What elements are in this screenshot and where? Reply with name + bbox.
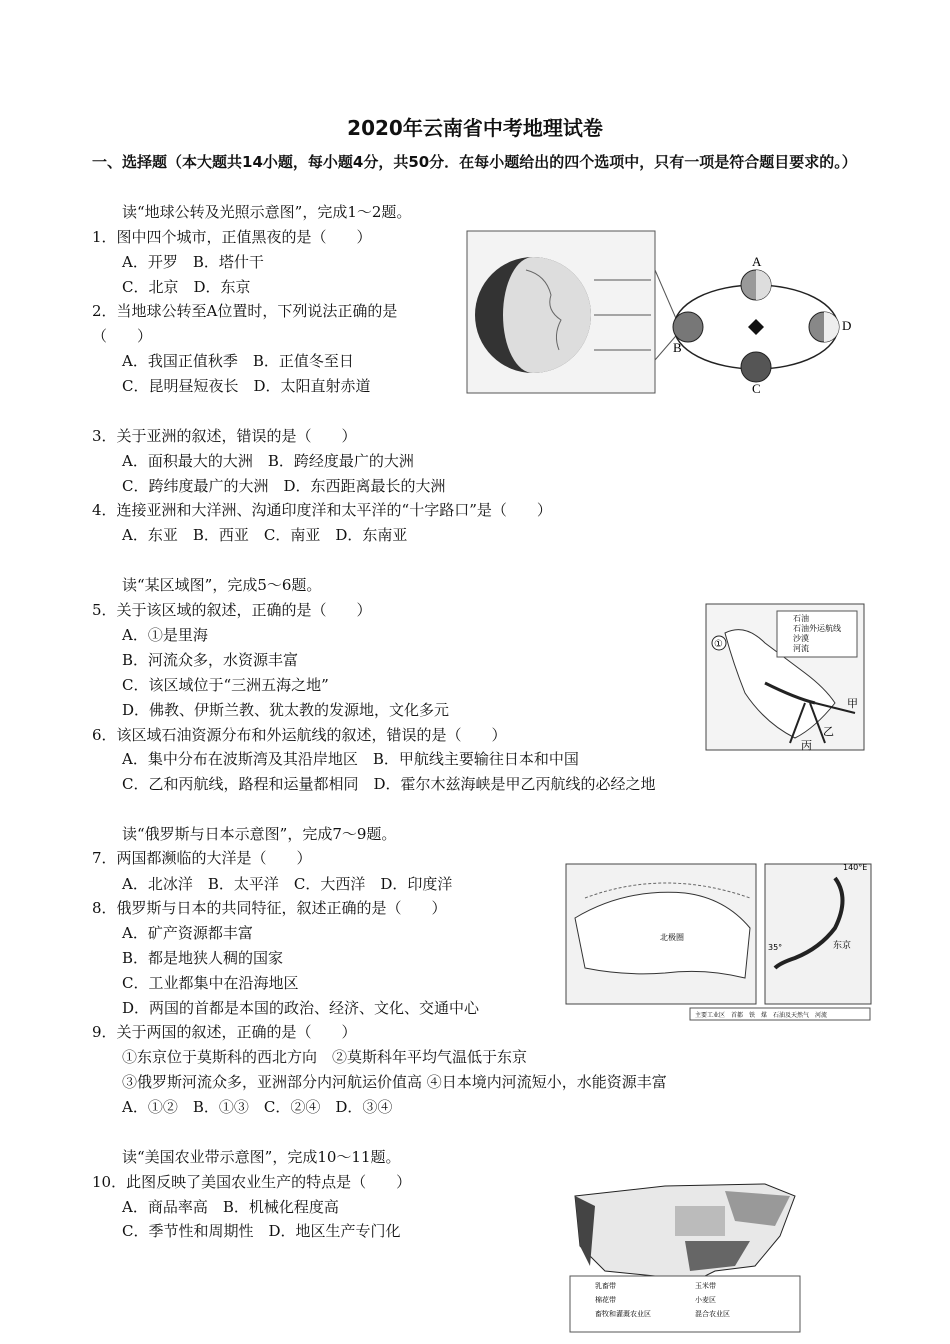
intro-text: 读“美国农业带示意图”，完成10～11题。 (122, 1148, 401, 1166)
question-2: 2．当地球公转至A位置时，下列说法正确的是 (92, 302, 398, 320)
legend-ranching: 畜牧和灌溉农业区 (595, 1310, 651, 1318)
legend-oil: 石油 (793, 614, 809, 623)
q9-statements-1: ①东京位于莫斯科的西北方向 ②莫斯科年平均气温低于东京 (122, 1048, 528, 1066)
q5-option-d: D．佛教、伊斯兰教、犹太教的发源地，文化多元 (122, 701, 450, 719)
question-4: 4．连接亚洲和大洋洲、沟通印度洋和太平洋的“十字路口”是（ ） (92, 501, 552, 519)
question-10: 10．此图反映了美国农业生产的特点是（ ） (92, 1173, 412, 1191)
q8-option-b: B．都是地狭人稠的国家 (122, 949, 284, 967)
q9-statements-2: ③俄罗斯河流众多，亚洲部分内河航运价值高 ④日本境内河流短小，水能资源丰富 (122, 1073, 667, 1091)
question-1: 1．图中四个城市，正值黑夜的是（ ） (92, 228, 372, 246)
legend-wheat: 小麦区 (695, 1296, 716, 1304)
q10-options-cd: C．季节性和周期性 D．地区生产专门化 (122, 1222, 401, 1240)
q10-options-ab: A．商品率高 B．机械化程度高 (122, 1198, 339, 1216)
label-b: B (673, 340, 682, 355)
q2-paren: （ ） (92, 327, 153, 345)
q7-options: A．北冰洋 B．太平洋 C．大西洋 D．印度洋 (122, 875, 453, 893)
intro-text: 读“某区域图”，完成5～6题。 (122, 576, 322, 594)
intro-text: 读“地球公转及光照示意图”，完成1～2题。 (122, 203, 412, 221)
q5-option-b: B．河流众多，水资源丰富 (122, 651, 299, 669)
label-c: C (752, 381, 761, 396)
question-6: 6．该区域石油资源分布和外运航线的叙述，错误的是（ ） (92, 726, 507, 744)
marker-1: ① (714, 639, 723, 650)
q6-options-ab: A．集中分布在波斯湾及其沿岸地区 B．甲航线主要输往日本和中国 (122, 750, 579, 768)
q8-option-c: C．工业都集中在沿海地区 (122, 974, 299, 992)
legend-route: 石油外运航线 (793, 624, 841, 633)
intro-text: 读“俄罗斯与日本示意图”，完成7～9题。 (122, 825, 397, 843)
question-7: 7．两国都濒临的大洋是（ ） (92, 849, 312, 867)
question-3: 3．关于亚洲的叙述，错误的是（ ） (92, 427, 357, 445)
label-a: A (752, 254, 762, 269)
legend-dairy: 乳畜带 (595, 1282, 616, 1290)
legend-desert: 沙漠 (793, 634, 809, 643)
q1-options-ab: A．开罗 B．塔什干 (122, 253, 264, 271)
label-d: D (842, 318, 852, 333)
label-arctic-circle: 北极圈 (660, 933, 684, 942)
label-140e: 140°E (843, 863, 868, 872)
q8-option-d: D．两国的首都是本国的政治、经济、文化、交通中心 (122, 999, 480, 1017)
legend-river: 河流 (793, 644, 809, 653)
legend-cotton: 棉花带 (595, 1296, 616, 1304)
q1-options-cd: C．北京 D．东京 (122, 278, 251, 296)
q6-options-cd: C．乙和丙航线，路程和运量都相同 D．霍尔木兹海峡是甲乙丙航线的必经之地 (122, 775, 656, 793)
q3-options-cd: C．跨纬度最广的大洲 D．东西距离最长的大洲 (122, 477, 446, 495)
legend-mixed: 混合农业区 (695, 1310, 730, 1318)
q5-option-a: A．①是里海 (122, 626, 208, 644)
q3-options-ab: A．面积最大的大洲 B．跨经度最广的大洲 (122, 452, 414, 470)
route-yi: 乙 (823, 725, 834, 738)
q2-options-cd: C．昆明昼短夜长 D．太阳直射赤道 (122, 377, 371, 395)
question-9: 9．关于两国的叙述，正确的是（ ） (92, 1023, 357, 1041)
earth-revolution-figure (466, 230, 866, 396)
question-8: 8．俄罗斯与日本的共同特征，叙述正确的是（ ） (92, 899, 447, 917)
q8-option-a: A．矿产资源都丰富 (122, 924, 253, 942)
label-35n: 35° (768, 943, 783, 952)
question-5: 5．关于该区域的叙述，正确的是（ ） (92, 601, 372, 619)
q2-options-ab: A．我国正值秋季 B．正值冬至日 (122, 352, 354, 370)
q4-options: A．东亚 B．西亚 C．南亚 D．东南亚 (122, 526, 408, 544)
q5-option-c: C．该区域位于“三洲五海之地” (122, 676, 329, 694)
route-jia: 甲 (847, 697, 858, 710)
legend-text: 主要工业区 首都 铁 煤 石油及天然气 河流 (695, 1012, 828, 1019)
page-title: 2020年云南省中考地理试卷 (347, 116, 603, 140)
q9-options: A．①② B．①③ C．②④ D．③④ (122, 1098, 393, 1116)
section-heading: 一、选择题（本大题共14小题，每小题4分，共50分．在每小题给出的四个选项中，只有一项是符合题目要求的。） (92, 153, 857, 171)
us-agriculture-map-figure (565, 1176, 805, 1336)
route-bing: 丙 (801, 739, 812, 751)
russia-japan-map-figure (565, 858, 875, 1024)
label-tokyo: 东京 (833, 941, 852, 951)
region-map-figure (705, 603, 865, 751)
legend-corn: 玉米带 (695, 1282, 716, 1290)
